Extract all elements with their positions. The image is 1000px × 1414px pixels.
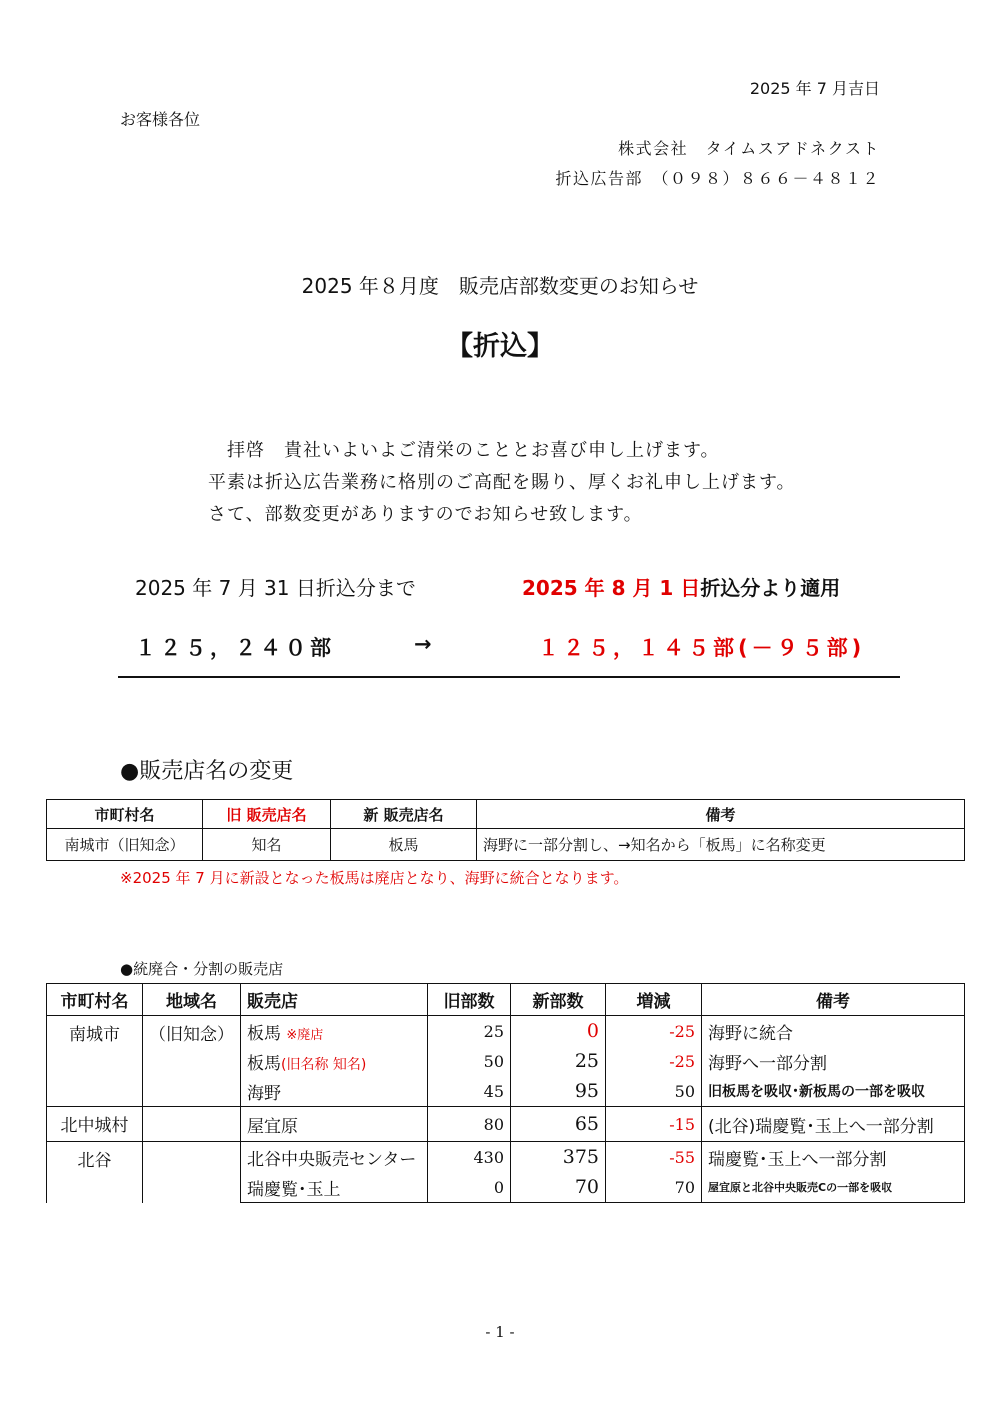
arrow-icon: → xyxy=(414,632,432,656)
addressee: お客様各位 xyxy=(120,110,201,129)
store-name: 瑞慶覧･玉上 xyxy=(247,1179,341,1200)
city-cell: 北谷 xyxy=(47,1142,143,1203)
store-name: 板馬 xyxy=(247,1053,281,1074)
new-count-cell: 375 xyxy=(511,1142,606,1173)
rename-table xyxy=(46,799,965,861)
letter-date: 2025 年 7 月吉日 xyxy=(749,79,880,98)
diff-cell: -25 xyxy=(606,1016,702,1047)
column-header: 備考 xyxy=(702,984,965,1016)
store-note: (旧名称 知名) xyxy=(281,1056,367,1073)
store-note: ※廃店 xyxy=(286,1027,324,1043)
diff-cell: 50 xyxy=(606,1076,702,1107)
remark-cell: 海野に一部分割し、→知名から「板馬」に名称変更 xyxy=(477,829,965,861)
table-row xyxy=(47,1142,965,1173)
old-period-label: 2025 年 7 月 31 日折込分まで xyxy=(135,576,416,600)
column-header: 販売店 xyxy=(241,984,428,1016)
column-header: 増減 xyxy=(606,984,702,1016)
section-heading-rename: ●販売店名の変更 xyxy=(120,759,294,784)
store-name: 海野 xyxy=(247,1083,281,1104)
table-header-row xyxy=(47,800,965,829)
store-cell xyxy=(241,1016,428,1047)
new-count-cell: 95 xyxy=(511,1076,606,1107)
old-count-cell: 45 xyxy=(428,1076,511,1107)
remark-cell: 屋宜原と北谷中央販売Cの一部を吸収 xyxy=(702,1172,965,1203)
new-period-text: 折込分より適用 xyxy=(700,576,841,600)
greeting-line: 拝啓 貴社いよいよご清栄のこととお喜び申し上げます。 xyxy=(208,440,720,461)
diff-cell: -25 xyxy=(606,1046,702,1076)
remark-cell: 海野に統合 xyxy=(702,1016,965,1047)
page-number: - 1 - xyxy=(485,1323,515,1341)
column-header: 新 販売店名 xyxy=(331,800,477,829)
page-title: 2025 年８月度 販売店部数変更のお知らせ xyxy=(301,274,699,298)
store-cell xyxy=(241,1046,428,1076)
remark-cell: 旧板馬を吸収･新板馬の一部を吸収 xyxy=(702,1076,965,1107)
column-header: 旧 販売店名 xyxy=(203,800,331,829)
column-header: 新部数 xyxy=(511,984,606,1016)
page-subtitle: 【折込】 xyxy=(446,331,554,362)
merge-table xyxy=(46,983,965,1203)
new-count-cell: 70 xyxy=(511,1172,606,1203)
table-row xyxy=(47,1016,965,1047)
section-heading-merge: ●統廃合・分割の販売店 xyxy=(120,960,284,978)
diff-cell: -55 xyxy=(606,1142,702,1173)
area-cell xyxy=(143,1142,241,1203)
old-count-cell: 50 xyxy=(428,1046,511,1076)
rename-footnote: ※2025 年 7 月に新設となった板馬は廃店となり、海野に統合となります。 xyxy=(120,869,629,887)
store-cell xyxy=(241,1076,428,1107)
store-name: 北谷中央販売センター xyxy=(247,1149,417,1170)
table-header-row xyxy=(47,984,965,1016)
new-store-cell: 板馬 xyxy=(331,829,477,861)
remark-cell: (北谷)瑞慶覧･玉上へ一部分割 xyxy=(702,1107,965,1142)
store-cell xyxy=(241,1142,428,1173)
new-period-label xyxy=(522,572,840,601)
new-period-date: 2025 年 8 月 1 日 xyxy=(522,576,701,600)
store-name: 屋宜原 xyxy=(247,1116,298,1137)
new-count: １２５，１４５部(－９５部) xyxy=(538,636,866,660)
new-count-cell: 0 xyxy=(511,1016,606,1047)
city-cell: 南城市 xyxy=(47,1016,143,1107)
diff-cell: -15 xyxy=(606,1107,702,1142)
city-cell: 南城市（旧知念） xyxy=(47,829,203,861)
old-count-cell: 25 xyxy=(428,1016,511,1047)
summary-divider xyxy=(118,676,900,678)
column-header: 地域名 xyxy=(143,984,241,1016)
old-count: １２５，２４０部 xyxy=(135,636,335,660)
remark-cell: 瑞慶覧･玉上へ一部分割 xyxy=(702,1142,965,1173)
greeting-line: さて、部数変更がありますのでお知らせ致します。 xyxy=(208,504,643,525)
remark-cell: 海野へ一部分割 xyxy=(702,1046,965,1076)
column-header: 旧部数 xyxy=(428,984,511,1016)
column-header: 市町村名 xyxy=(47,800,203,829)
new-count-cell: 65 xyxy=(511,1107,606,1142)
old-count-cell: 80 xyxy=(428,1107,511,1142)
old-count-cell: 430 xyxy=(428,1142,511,1173)
diff-cell: 70 xyxy=(606,1172,702,1203)
table-row xyxy=(47,829,965,861)
new-count-cell: 25 xyxy=(511,1046,606,1076)
table-row xyxy=(47,1107,965,1142)
old-store-cell: 知名 xyxy=(203,829,331,861)
area-cell xyxy=(143,1107,241,1142)
department-contact: 折込広告部 （０９８）８６６－４８１２ xyxy=(555,169,880,188)
old-count-cell: 0 xyxy=(428,1172,511,1203)
store-cell xyxy=(241,1107,428,1142)
store-cell xyxy=(241,1172,428,1203)
area-cell: （旧知念） xyxy=(143,1016,241,1107)
column-header: 市町村名 xyxy=(47,984,143,1016)
greeting-line: 平素は折込広告業務に格別のご高配を賜り、厚くお礼申し上げます。 xyxy=(208,472,796,493)
column-header: 備考 xyxy=(477,800,965,829)
city-cell: 北中城村 xyxy=(47,1107,143,1142)
company-name: 株式会社 タイムスアドネクスト xyxy=(618,139,880,158)
store-name: 板馬 xyxy=(247,1023,281,1044)
